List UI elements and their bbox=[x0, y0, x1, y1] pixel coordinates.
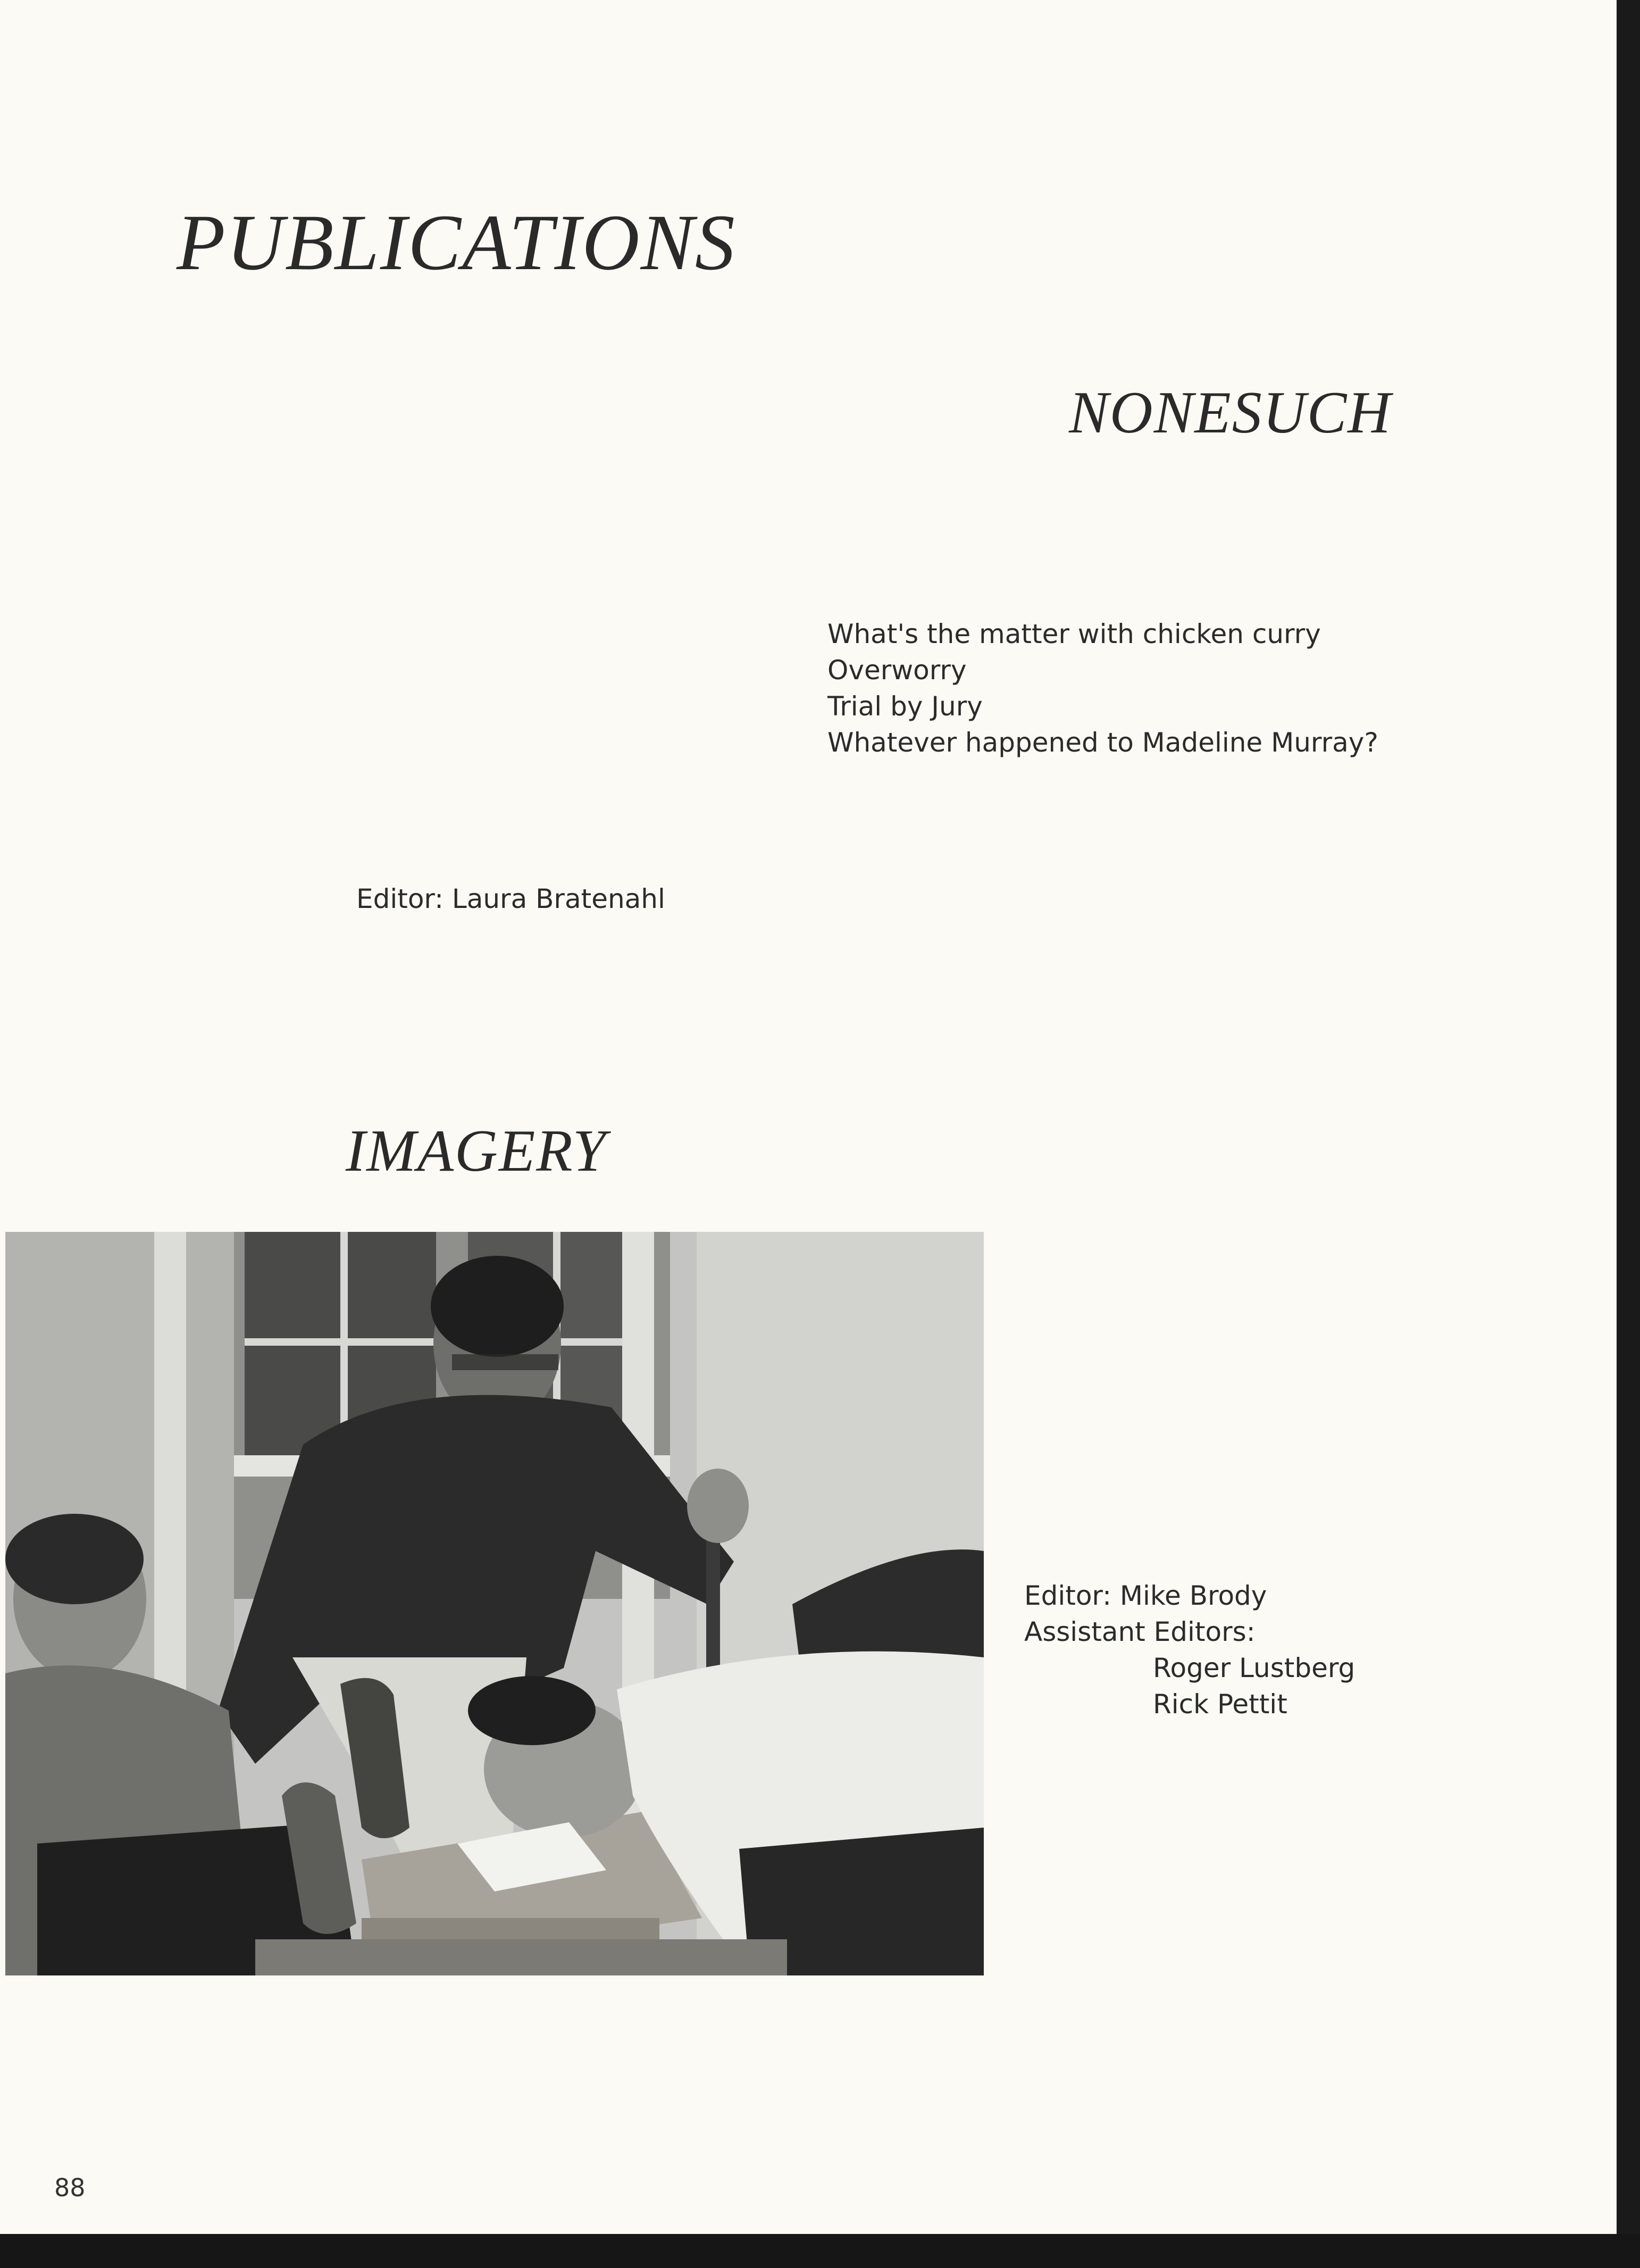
page-title: PUBLICATIONS bbox=[177, 198, 736, 287]
imagery-heading: IMAGERY bbox=[346, 1118, 607, 1184]
page-number: 88 bbox=[54, 2173, 86, 2202]
nonesuch-editor: Editor: Laura Bratenahl bbox=[356, 883, 665, 914]
nonesuch-heading: NONESUCH bbox=[1069, 380, 1392, 446]
bottom-edge bbox=[0, 2234, 1640, 2268]
imagery-photo bbox=[5, 1232, 984, 1975]
imagery-assistant: Roger Lustberg bbox=[1153, 1653, 1355, 1683]
imagery-editor: Editor: Mike Brody bbox=[1024, 1580, 1267, 1611]
imagery-assistant-label: Assistant Editors: bbox=[1024, 1616, 1256, 1647]
imagery-credits bbox=[1024, 1578, 1355, 1722]
nonesuch-topic: Trial by Jury bbox=[827, 691, 983, 722]
imagery-assistant: Rick Pettit bbox=[1153, 1689, 1287, 1720]
page-edge bbox=[1617, 0, 1640, 2268]
nonesuch-topic: Whatever happened to Madeline Murray? bbox=[827, 727, 1378, 758]
nonesuch-topics bbox=[827, 616, 1378, 761]
nonesuch-topic: What's the matter with chicken curry bbox=[827, 619, 1321, 649]
nonesuch-topic: Overworry bbox=[827, 655, 967, 686]
